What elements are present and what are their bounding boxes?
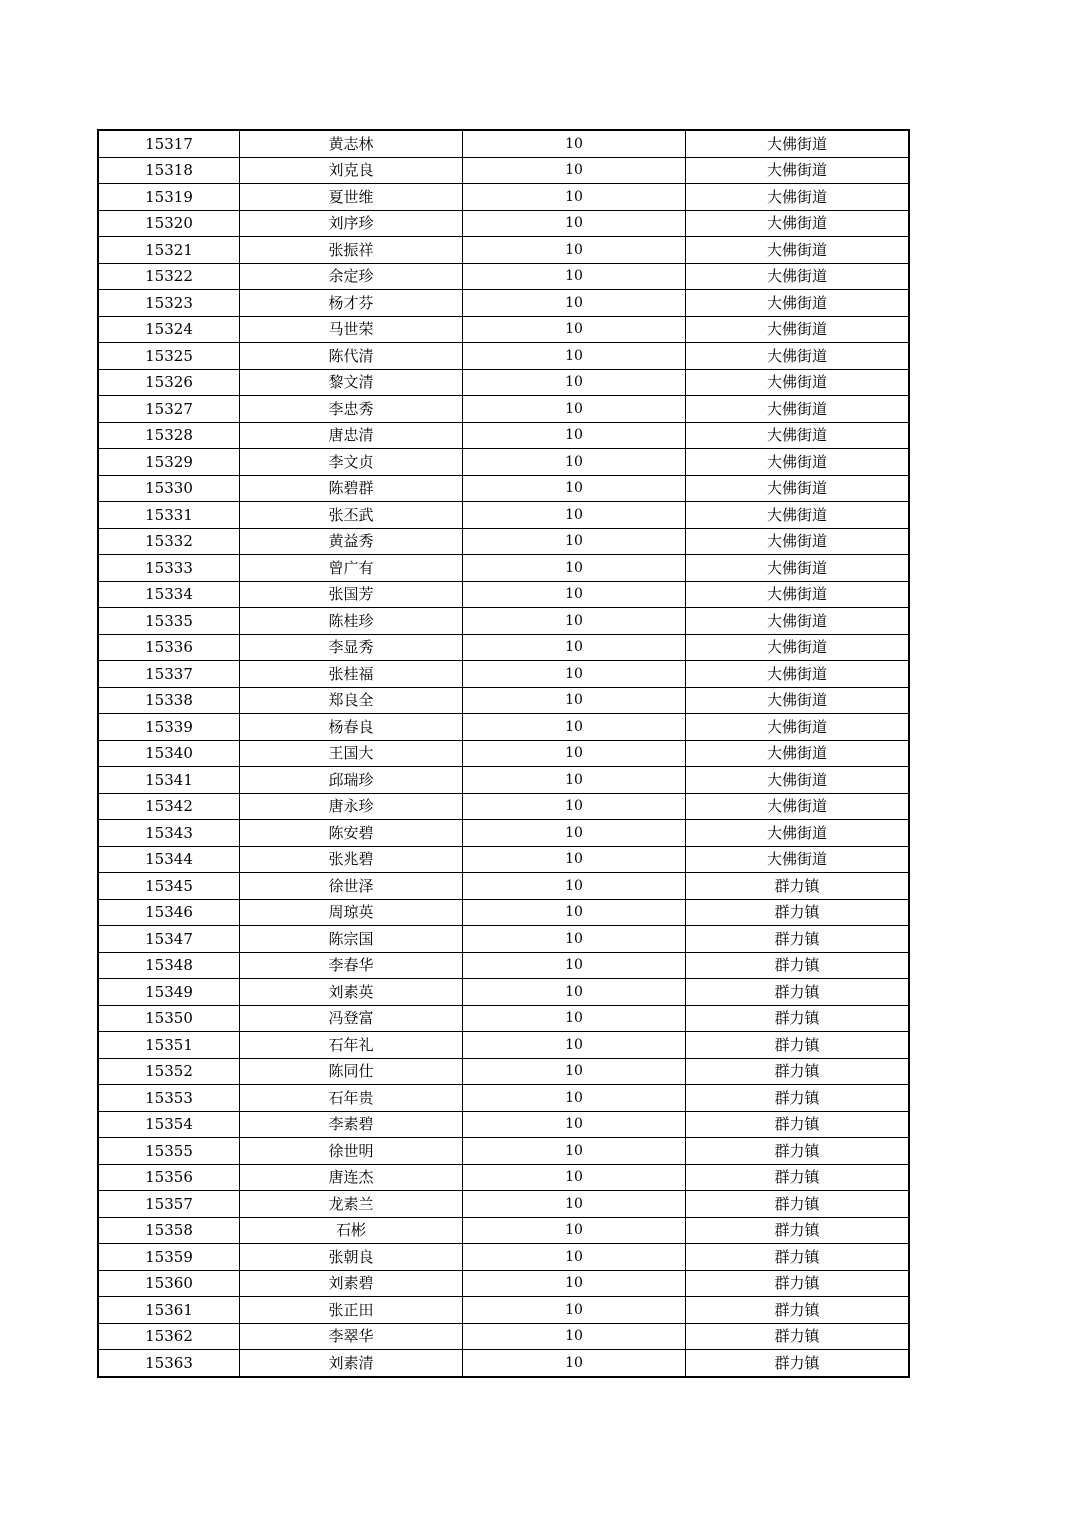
table-row [98, 422, 909, 449]
cell-name: 徐世泽 [240, 873, 463, 900]
table-row [98, 1138, 909, 1165]
cell-name: 李忠秀 [240, 396, 463, 423]
cell-id: 15324 [98, 316, 240, 343]
cell-area: 大佛街道 [686, 184, 910, 211]
cell-amount: 10 [463, 130, 686, 157]
cell-amount: 10 [463, 237, 686, 264]
cell-name: 张正田 [240, 1297, 463, 1324]
cell-amount: 10 [463, 661, 686, 688]
cell-name: 石年贵 [240, 1085, 463, 1112]
cell-area: 群力镇 [686, 1350, 910, 1377]
cell-name: 刘素英 [240, 979, 463, 1006]
cell-id: 15340 [98, 740, 240, 767]
table-row [98, 290, 909, 317]
cell-area: 大佛街道 [686, 290, 910, 317]
cell-amount: 10 [463, 1085, 686, 1112]
cell-area: 大佛街道 [686, 740, 910, 767]
cell-name: 龙素兰 [240, 1191, 463, 1218]
cell-name: 刘序珍 [240, 210, 463, 237]
cell-id: 15317 [98, 130, 240, 157]
cell-name: 陈代清 [240, 343, 463, 370]
cell-amount: 10 [463, 634, 686, 661]
cell-name: 石年礼 [240, 1032, 463, 1059]
cell-amount: 10 [463, 846, 686, 873]
cell-id: 15351 [98, 1032, 240, 1059]
cell-id: 15338 [98, 687, 240, 714]
table-row [98, 555, 909, 582]
cell-amount: 10 [463, 608, 686, 635]
cell-id: 15343 [98, 820, 240, 847]
table-row [98, 1058, 909, 1085]
table-row [98, 1085, 909, 1112]
cell-amount: 10 [463, 1191, 686, 1218]
cell-name: 杨才芬 [240, 290, 463, 317]
cell-name: 陈碧群 [240, 475, 463, 502]
cell-name: 唐永珍 [240, 793, 463, 820]
data-table [97, 129, 910, 1378]
cell-id: 15359 [98, 1244, 240, 1271]
cell-amount: 10 [463, 502, 686, 529]
cell-area: 大佛街道 [686, 263, 910, 290]
cell-amount: 10 [463, 1350, 686, 1377]
cell-area: 群力镇 [686, 926, 910, 953]
cell-amount: 10 [463, 1164, 686, 1191]
cell-name: 刘克良 [240, 157, 463, 184]
cell-amount: 10 [463, 343, 686, 370]
table-row [98, 369, 909, 396]
cell-amount: 10 [463, 873, 686, 900]
cell-area: 大佛街道 [686, 449, 910, 476]
cell-name: 张桂福 [240, 661, 463, 688]
cell-area: 群力镇 [686, 1138, 910, 1165]
table-row [98, 1323, 909, 1350]
cell-id: 15319 [98, 184, 240, 211]
cell-id: 15321 [98, 237, 240, 264]
cell-amount: 10 [463, 1244, 686, 1271]
cell-name: 陈宗国 [240, 926, 463, 953]
cell-id: 15357 [98, 1191, 240, 1218]
table-row [98, 475, 909, 502]
cell-area: 群力镇 [686, 1191, 910, 1218]
cell-id: 15336 [98, 634, 240, 661]
cell-area: 大佛街道 [686, 369, 910, 396]
table-row [98, 1191, 909, 1218]
cell-id: 15318 [98, 157, 240, 184]
cell-area: 群力镇 [686, 1032, 910, 1059]
cell-amount: 10 [463, 687, 686, 714]
cell-area: 大佛街道 [686, 820, 910, 847]
cell-area: 大佛街道 [686, 793, 910, 820]
cell-id: 15331 [98, 502, 240, 529]
table-row [98, 184, 909, 211]
cell-id: 15362 [98, 1323, 240, 1350]
cell-amount: 10 [463, 369, 686, 396]
cell-amount: 10 [463, 316, 686, 343]
cell-id: 15345 [98, 873, 240, 900]
table-row [98, 1350, 909, 1377]
table-row [98, 979, 909, 1006]
cell-id: 15353 [98, 1085, 240, 1112]
cell-amount: 10 [463, 263, 686, 290]
cell-area: 群力镇 [686, 1111, 910, 1138]
cell-area: 大佛街道 [686, 343, 910, 370]
cell-name: 冯登富 [240, 1005, 463, 1032]
cell-area: 大佛街道 [686, 475, 910, 502]
cell-id: 15358 [98, 1217, 240, 1244]
cell-amount: 10 [463, 1058, 686, 1085]
cell-area: 群力镇 [686, 1005, 910, 1032]
cell-amount: 10 [463, 1005, 686, 1032]
cell-name: 石彬 [240, 1217, 463, 1244]
cell-id: 15325 [98, 343, 240, 370]
cell-name: 郑良全 [240, 687, 463, 714]
cell-amount: 10 [463, 1138, 686, 1165]
cell-name: 张振祥 [240, 237, 463, 264]
cell-name: 王国大 [240, 740, 463, 767]
cell-id: 15320 [98, 210, 240, 237]
cell-id: 15348 [98, 952, 240, 979]
cell-name: 张兆碧 [240, 846, 463, 873]
cell-amount: 10 [463, 581, 686, 608]
cell-name: 黄志林 [240, 130, 463, 157]
cell-id: 15327 [98, 396, 240, 423]
cell-amount: 10 [463, 926, 686, 953]
table-row [98, 237, 909, 264]
cell-id: 15355 [98, 1138, 240, 1165]
cell-amount: 10 [463, 1032, 686, 1059]
cell-area: 群力镇 [686, 1217, 910, 1244]
cell-amount: 10 [463, 740, 686, 767]
table-row [98, 952, 909, 979]
cell-area: 大佛街道 [686, 555, 910, 582]
cell-area: 群力镇 [686, 952, 910, 979]
cell-name: 夏世维 [240, 184, 463, 211]
cell-amount: 10 [463, 210, 686, 237]
cell-area: 大佛街道 [686, 502, 910, 529]
table-row [98, 740, 909, 767]
cell-name: 李翠华 [240, 1323, 463, 1350]
cell-id: 15356 [98, 1164, 240, 1191]
table-row [98, 820, 909, 847]
cell-area: 大佛街道 [686, 714, 910, 741]
cell-area: 大佛街道 [686, 846, 910, 873]
cell-amount: 10 [463, 396, 686, 423]
cell-name: 李春华 [240, 952, 463, 979]
cell-name: 陈同仕 [240, 1058, 463, 1085]
table-row [98, 263, 909, 290]
cell-area: 大佛街道 [686, 634, 910, 661]
cell-id: 15334 [98, 581, 240, 608]
table-row [98, 210, 909, 237]
cell-amount: 10 [463, 714, 686, 741]
cell-amount: 10 [463, 1270, 686, 1297]
cell-name: 余定珍 [240, 263, 463, 290]
cell-area: 大佛街道 [686, 210, 910, 237]
cell-amount: 10 [463, 1111, 686, 1138]
cell-area: 大佛街道 [686, 767, 910, 794]
cell-name: 李文贞 [240, 449, 463, 476]
table-row [98, 1164, 909, 1191]
cell-area: 群力镇 [686, 873, 910, 900]
cell-amount: 10 [463, 528, 686, 555]
cell-amount: 10 [463, 1323, 686, 1350]
table-row [98, 449, 909, 476]
cell-name: 张国芳 [240, 581, 463, 608]
cell-name: 张朝良 [240, 1244, 463, 1271]
table-row [98, 502, 909, 529]
table-row [98, 661, 909, 688]
cell-amount: 10 [463, 1297, 686, 1324]
table-row [98, 316, 909, 343]
cell-area: 群力镇 [686, 1297, 910, 1324]
cell-id: 15344 [98, 846, 240, 873]
cell-area: 群力镇 [686, 1058, 910, 1085]
cell-id: 15330 [98, 475, 240, 502]
cell-id: 15347 [98, 926, 240, 953]
cell-name: 刘素清 [240, 1350, 463, 1377]
cell-id: 15332 [98, 528, 240, 555]
cell-name: 李素碧 [240, 1111, 463, 1138]
cell-name: 马世荣 [240, 316, 463, 343]
cell-id: 15361 [98, 1297, 240, 1324]
cell-area: 大佛街道 [686, 661, 910, 688]
cell-amount: 10 [463, 449, 686, 476]
table-row [98, 846, 909, 873]
cell-name: 陈桂珍 [240, 608, 463, 635]
cell-area: 大佛街道 [686, 528, 910, 555]
cell-name: 李显秀 [240, 634, 463, 661]
cell-amount: 10 [463, 899, 686, 926]
cell-area: 大佛街道 [686, 687, 910, 714]
table-row [98, 634, 909, 661]
cell-id: 15335 [98, 608, 240, 635]
cell-id: 15349 [98, 979, 240, 1006]
table-row [98, 767, 909, 794]
cell-area: 群力镇 [686, 899, 910, 926]
cell-id: 15363 [98, 1350, 240, 1377]
cell-id: 15333 [98, 555, 240, 582]
cell-amount: 10 [463, 952, 686, 979]
cell-id: 15328 [98, 422, 240, 449]
table-row [98, 1005, 909, 1032]
cell-id: 15350 [98, 1005, 240, 1032]
cell-area: 群力镇 [686, 1085, 910, 1112]
table-row [98, 1111, 909, 1138]
cell-amount: 10 [463, 1217, 686, 1244]
cell-amount: 10 [463, 820, 686, 847]
cell-area: 大佛街道 [686, 396, 910, 423]
table-row [98, 873, 909, 900]
table-row [98, 926, 909, 953]
table-row [98, 1244, 909, 1271]
cell-area: 群力镇 [686, 1323, 910, 1350]
cell-id: 15346 [98, 899, 240, 926]
cell-name: 周琼英 [240, 899, 463, 926]
table-row [98, 1032, 909, 1059]
table-row [98, 1217, 909, 1244]
cell-amount: 10 [463, 475, 686, 502]
cell-id: 15339 [98, 714, 240, 741]
cell-area: 大佛街道 [686, 581, 910, 608]
cell-name: 唐忠清 [240, 422, 463, 449]
table-row [98, 1270, 909, 1297]
cell-id: 15337 [98, 661, 240, 688]
cell-name: 邱瑞珍 [240, 767, 463, 794]
cell-area: 大佛街道 [686, 608, 910, 635]
table-row [98, 687, 909, 714]
table-row [98, 130, 909, 157]
cell-id: 15341 [98, 767, 240, 794]
cell-id: 15322 [98, 263, 240, 290]
cell-name: 张丕武 [240, 502, 463, 529]
cell-area: 大佛街道 [686, 237, 910, 264]
cell-amount: 10 [463, 422, 686, 449]
table-body [98, 130, 909, 1377]
cell-name: 徐世明 [240, 1138, 463, 1165]
cell-area: 大佛街道 [686, 157, 910, 184]
cell-area: 大佛街道 [686, 130, 910, 157]
cell-id: 15329 [98, 449, 240, 476]
table-row [98, 157, 909, 184]
cell-area: 群力镇 [686, 1244, 910, 1271]
table-row [98, 396, 909, 423]
cell-name: 刘素碧 [240, 1270, 463, 1297]
cell-id: 15326 [98, 369, 240, 396]
cell-id: 15342 [98, 793, 240, 820]
table-row [98, 343, 909, 370]
cell-area: 大佛街道 [686, 316, 910, 343]
cell-name: 黄益秀 [240, 528, 463, 555]
cell-area: 群力镇 [686, 1270, 910, 1297]
cell-id: 15360 [98, 1270, 240, 1297]
cell-amount: 10 [463, 793, 686, 820]
table-row [98, 1297, 909, 1324]
table-row [98, 793, 909, 820]
cell-amount: 10 [463, 184, 686, 211]
cell-area: 群力镇 [686, 1164, 910, 1191]
cell-name: 曾广有 [240, 555, 463, 582]
cell-amount: 10 [463, 555, 686, 582]
table-row [98, 714, 909, 741]
cell-id: 15323 [98, 290, 240, 317]
cell-area: 大佛街道 [686, 422, 910, 449]
table-row [98, 528, 909, 555]
cell-id: 15354 [98, 1111, 240, 1138]
table-row [98, 899, 909, 926]
cell-name: 唐连杰 [240, 1164, 463, 1191]
cell-id: 15352 [98, 1058, 240, 1085]
cell-name: 黎文清 [240, 369, 463, 396]
cell-amount: 10 [463, 290, 686, 317]
table-row [98, 581, 909, 608]
cell-name: 杨春良 [240, 714, 463, 741]
cell-amount: 10 [463, 767, 686, 794]
cell-name: 陈安碧 [240, 820, 463, 847]
table-row [98, 608, 909, 635]
cell-area: 群力镇 [686, 979, 910, 1006]
cell-amount: 10 [463, 979, 686, 1006]
cell-amount: 10 [463, 157, 686, 184]
